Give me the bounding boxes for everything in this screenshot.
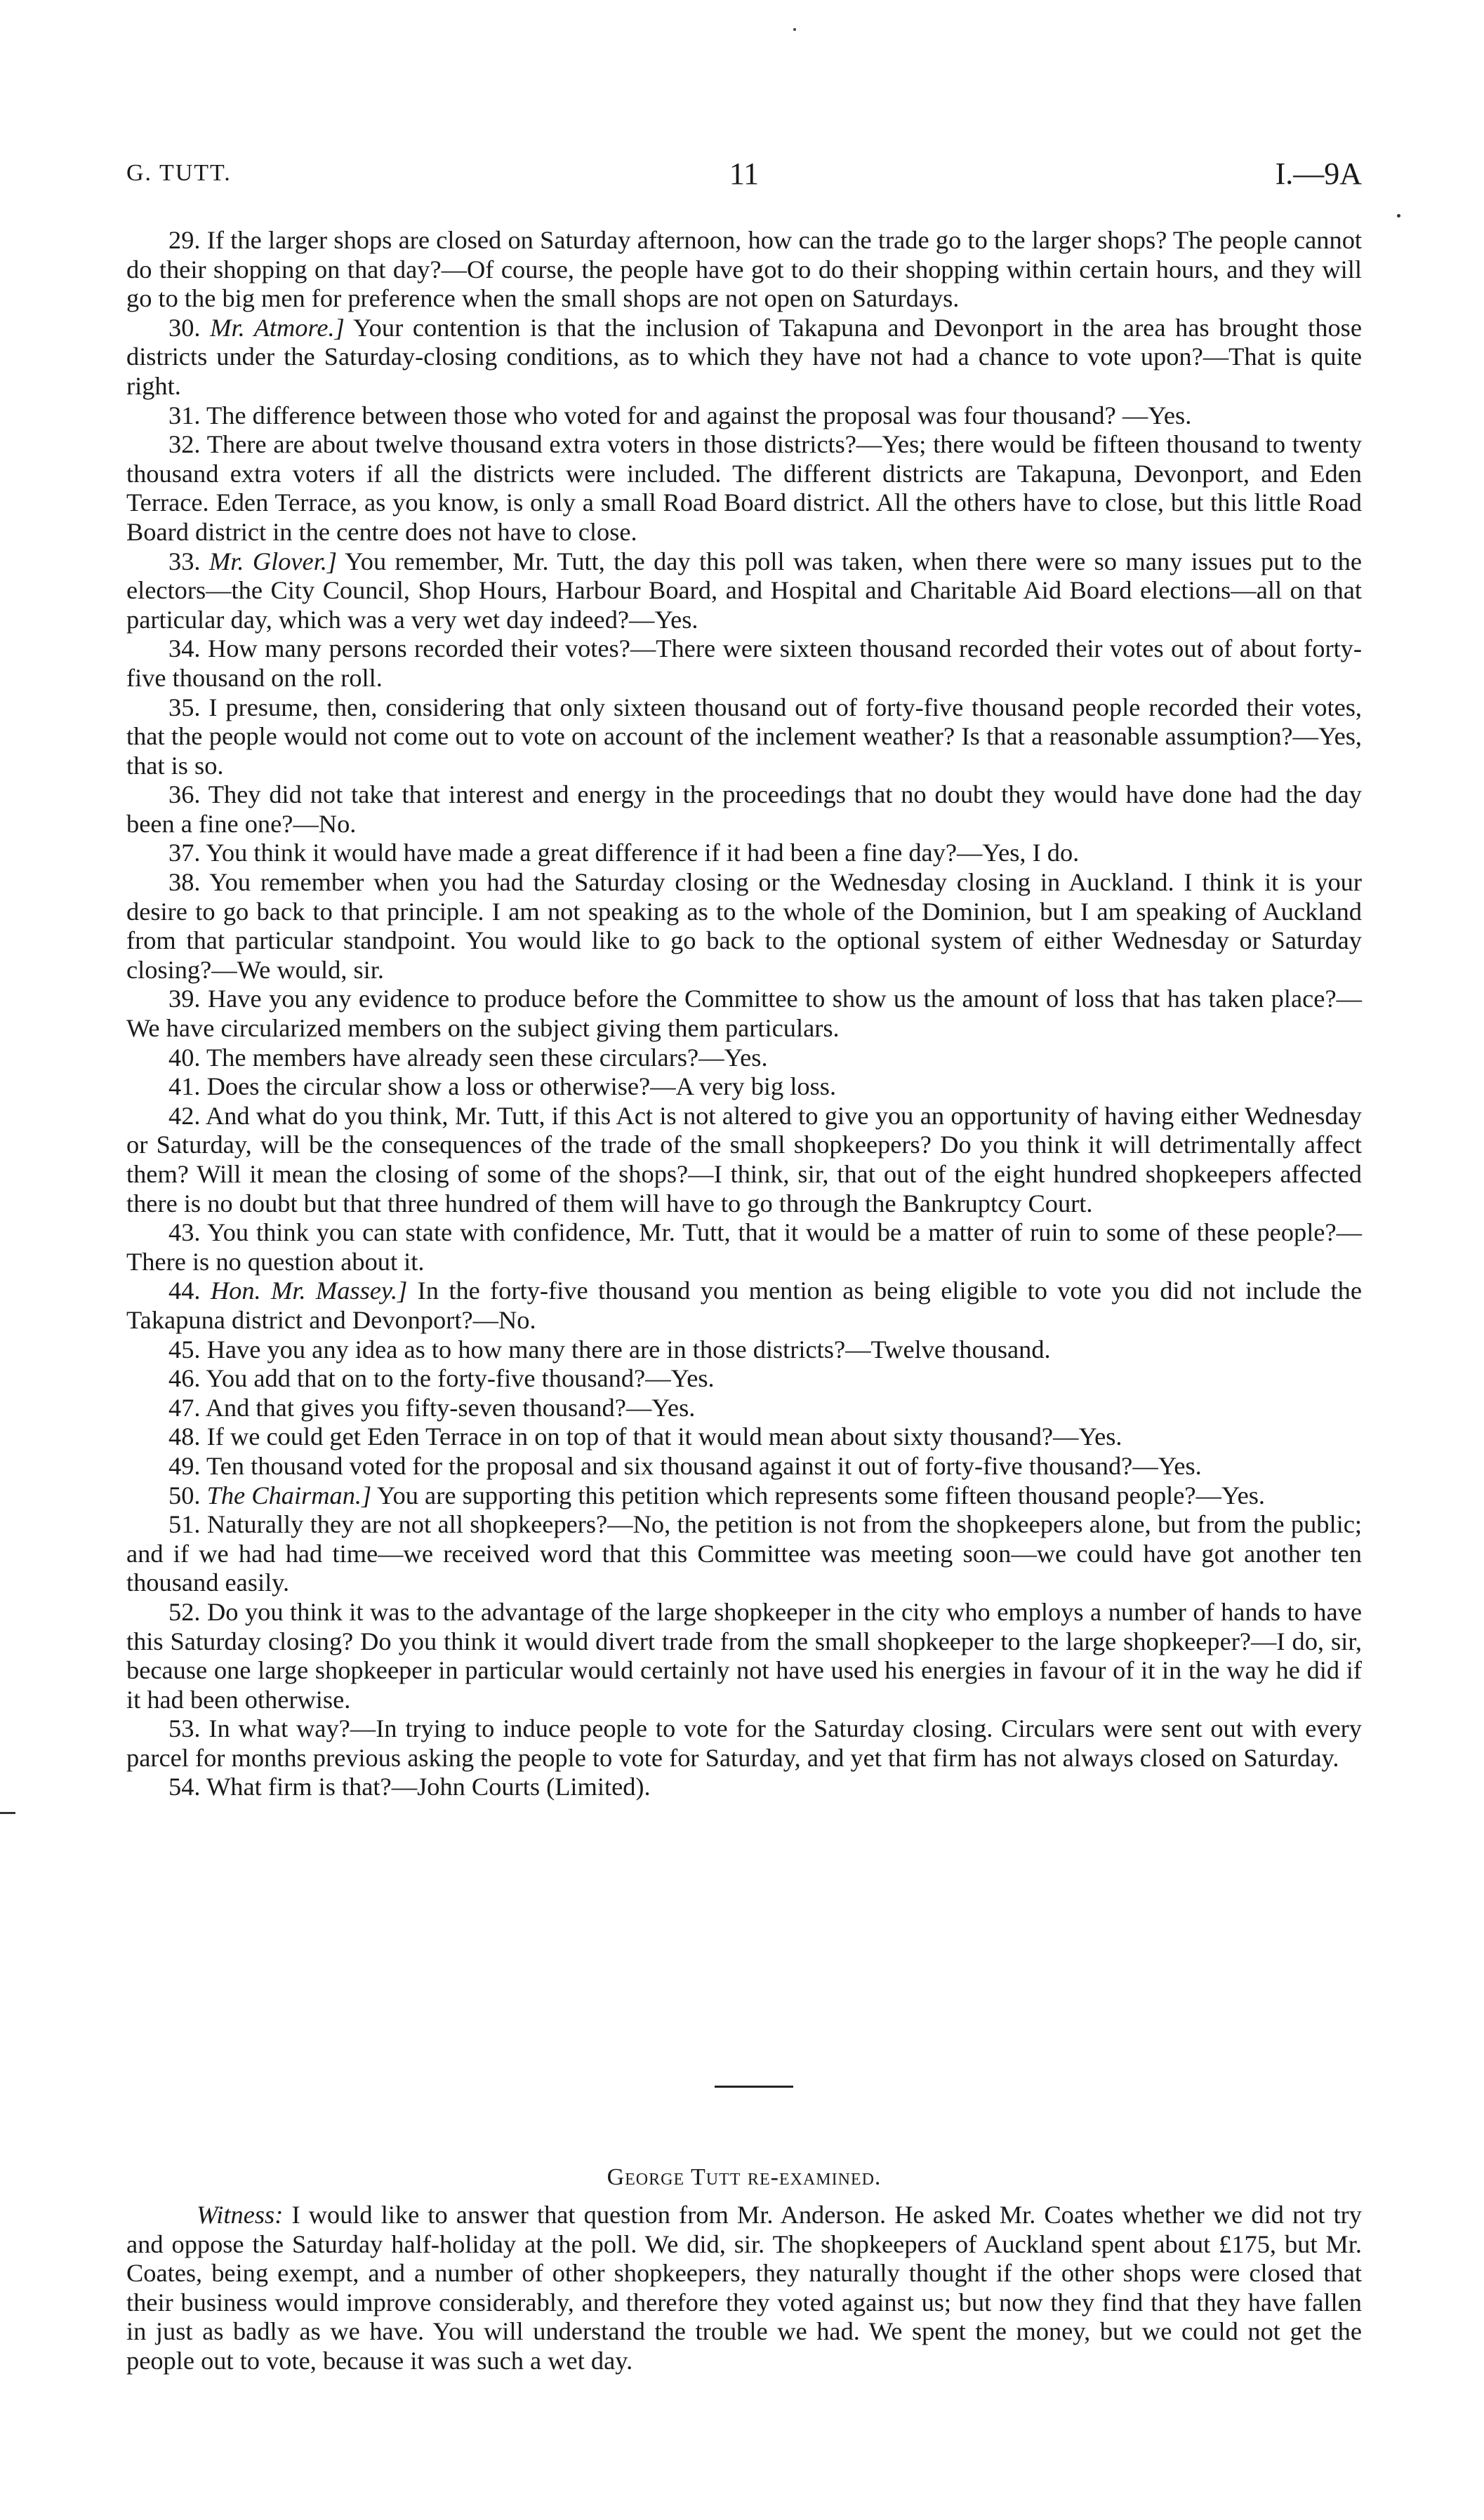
qa-entry (126, 1714, 1362, 1773)
entry-text: You remember when you had the Saturday closing or the Wednesday closing in Auckland. I think it is your desire to go back to that principle. I am not speaking as to the whole of the Dominion, but I am speaking of Auckland from that particular standpoint. You would like to go back to the optional system of either Wednesday or Saturday closing?—We would, sir. (126, 868, 1362, 984)
entry-number: 31. (168, 401, 201, 429)
qa-entry (126, 1364, 1362, 1394)
entry-number: 45. (168, 1335, 201, 1364)
qa-entry (126, 1422, 1362, 1452)
entry-number: 37. (168, 839, 201, 867)
print-speck (793, 28, 796, 31)
entry-number: 39. (168, 985, 201, 1013)
entry-number: 33. (168, 547, 201, 575)
entry-number: 49. (168, 1451, 201, 1480)
qa-entry (126, 1394, 1362, 1423)
entry-number: 30. (168, 313, 201, 342)
entry-number: 51. (168, 1510, 201, 1539)
reexamination-text: I would like to answer that question from Mr. Anderson. He asked Mr. Coates whether we did not try and oppose the Saturday half-holiday at the poll. We did, sir. The shopkeepers of Auckland spent about £175, but Mr. Coates, being exempt, and a number of other shopkeepers, they naturally thought if the other shops were closed that their business would improve considerably, and therefore they voted against us; but now they find that they have fallen in just as badly as we have. You will understand the trouble we had. We spent the money, but we could not get the people out to vote, because it was such a wet day. (126, 2201, 1362, 2375)
qa-entry (126, 1481, 1362, 1511)
entry-number: 42. (168, 1101, 201, 1130)
entry-text: The members have already seen these circulars?—Yes. (206, 1043, 768, 1072)
entry-number: 41. (168, 1072, 201, 1101)
qa-entry (126, 1072, 1362, 1102)
entry-text: Naturally they are not all shopkeepers?—No, the petition is not from the shopkeepers alone, but from the public; and if we had had time—we received word that this Committee was meeting soon—we could have got another ten thousand easily. (126, 1510, 1362, 1597)
qa-entry (126, 1598, 1362, 1714)
entry-text: You remember, Mr. Tutt, the day this poll was taken, when there were so many issues put to the electors—the City Council, Shop Hours, Harbour Board, and Hospital and Charitable Aid Board elections—all on that particular day, which was a very wet day indeed?—Yes. (126, 547, 1362, 634)
entry-number: 46. (168, 1364, 201, 1393)
qa-entry (126, 547, 1362, 635)
qa-entry (126, 430, 1362, 547)
entry-number: 48. (168, 1422, 201, 1451)
reexamination-paragraph (126, 2201, 1362, 2376)
qa-entry (126, 985, 1362, 1043)
section-divider (715, 2086, 793, 2088)
qa-entry (126, 401, 1362, 431)
entry-text: In what way?—In trying to induce people to vote for the Saturday closing. Circulars were sent out with every parcel for months previous asking the people to vote for Saturday, and yet that firm has not always closed on Saturday. (126, 1714, 1362, 1772)
entry-number: 34. (168, 634, 201, 663)
entry-speaker: Hon. Mr. Massey.] (210, 1276, 408, 1305)
entry-number: 52. (168, 1597, 201, 1626)
entry-number: 44. (168, 1276, 201, 1305)
examination-transcript (126, 226, 1362, 1802)
entry-text: How many persons recorded their votes?—There were sixteen thousand recorded their votes out of about forty-five thousand on the roll. (126, 634, 1362, 692)
entry-speaker: The Chairman.] (206, 1481, 372, 1509)
margin-mark (0, 1812, 15, 1814)
entry-text: They did not take that interest and energy in the proceedings that no doubt they would have done had the day been a fine one?—No. (126, 780, 1362, 838)
entry-number: 32. (168, 430, 201, 459)
entry-text: Have you any evidence to produce before the Committee to show us the amount of loss that has taken place?—We have circularized members on the subject giving them particulars. (126, 985, 1362, 1043)
entry-text: You are supporting this petition which represents some fifteen thousand people?—Yes. (376, 1481, 1265, 1509)
qa-entry (126, 1044, 1362, 1073)
entry-text: In the forty-five thousand you mention as being eligible to vote you did not include the Takapuna district and Devonport?—No. (126, 1276, 1362, 1334)
qa-entry (126, 1773, 1362, 1802)
entry-text: Do you think it was to the advantage of the large shopkeeper in the city who employs a number of hands to have this Saturday closing? Do you think it would divert trade from the small shopkeeper to the large shopkeeper?—I do, sir, because one large shopkeeper in particular would certainly not have used his energies in favour of it in the way he did if it had been otherwise. (126, 1597, 1362, 1714)
entry-number: 43. (168, 1218, 201, 1247)
qa-entry (126, 226, 1362, 314)
entry-speaker: Mr. Atmore.] (210, 313, 345, 342)
page-number: 11 (729, 156, 760, 191)
page-header (126, 156, 1362, 198)
entry-number: 35. (168, 693, 201, 721)
reexamination-speaker: Witness: (197, 2201, 284, 2229)
entry-number: 36. (168, 780, 201, 809)
entry-text: You add that on to the forty-five thousand?—Yes. (206, 1364, 715, 1393)
qa-entry (126, 1102, 1362, 1218)
entry-text: What firm is that?—John Courts (Limited). (206, 1773, 651, 1801)
entry-text: And that gives you fifty-seven thousand?—Yes. (205, 1393, 696, 1422)
qa-entry (126, 839, 1362, 868)
entry-text: Your contention is that the inclusion of Takapuna and Devonport in the area has brought those districts under the Saturday-closing conditions, as to which they have not had a chance to vote upon?—That is quite right. (126, 313, 1362, 400)
entry-text: I presume, then, considering that only sixteen thousand out of forty-five thousand people recorded their votes, that the people would not come out to vote on account of the inclement weather? Is that a reasonable assumption?—Yes, that is so. (126, 693, 1362, 780)
qa-entry (126, 1510, 1362, 1598)
entry-number: 53. (168, 1714, 201, 1743)
entry-text: You think it would have made a great difference if it had been a fine day?—Yes, I do. (206, 839, 1080, 867)
entry-text: And what do you think, Mr. Tutt, if this Act is not altered to give you an opportunity of having either Wednesday or Saturday, will be the consequences of the trade of the small shopkeepers? Do you think it will detrimentally affect them? Will it mean the closing of some of the shops?—I think, sir, that out of the eight hundred shopkeepers affected there is no doubt but that three hundred of them will have to go through the Bankruptcy Court. (126, 1101, 1362, 1218)
entry-number: 40. (168, 1043, 201, 1072)
entry-text: Have you any idea as to how many there are in those districts?—Twelve thousand. (206, 1335, 1051, 1364)
qa-entry (126, 1218, 1362, 1276)
entry-text: Does the circular show a loss or otherwise?—A very big loss. (206, 1072, 837, 1101)
qa-entry (126, 634, 1362, 693)
entry-text: You think you can state with confidence, Mr. Tutt, that it would be a matter of ruin to some of these people?—There is no question about it. (126, 1218, 1362, 1276)
entry-text: If we could get Eden Terrace in on top of that it would mean about sixty thousand?—Yes. (206, 1422, 1122, 1451)
qa-entry (126, 1276, 1362, 1335)
entry-number: 29. (168, 226, 201, 254)
entry-text: If the larger shops are closed on Saturday afternoon, how can the trade go to the larger shops? The people cannot do their shopping on that day?—Of course, the people have got to do their shopping within certain hours, and they will go to the big men for preference when the small shops are not open on Saturdays. (126, 226, 1362, 313)
reexamination-heading: George Tutt re-examined. (607, 2164, 882, 2190)
entry-number: 38. (168, 868, 201, 897)
qa-entry (126, 314, 1362, 401)
entry-speaker: Mr. Glover.] (208, 547, 338, 575)
print-speck (1397, 214, 1400, 218)
qa-entry (126, 1335, 1362, 1365)
entry-text: There are about twelve thousand extra voters in those districts?—Yes; there would be fifteen thousand to twenty thousand extra voters if all the districts were included. The different districts are Takapuna, Devonport, and Eden Terrace. Eden Terrace, as you know, is only a small Road Board district. All the others have to close, but this little Road Board district in the centre does not have to close. (126, 430, 1362, 546)
qa-entry (126, 1452, 1362, 1481)
header-witness-name: G. TUTT. (126, 160, 232, 186)
entry-number: 54. (168, 1773, 201, 1801)
reexamination-body (126, 2201, 1362, 2376)
entry-text: Ten thousand voted for the proposal and six thousand against it out of forty-five thousand?—Yes. (206, 1451, 1202, 1480)
document-reference: I.—9A (1275, 156, 1362, 191)
qa-entry (126, 868, 1362, 985)
qa-entry (126, 693, 1362, 781)
entry-number: 47. (168, 1393, 201, 1422)
entry-number: 50. (168, 1481, 201, 1509)
qa-entry (126, 780, 1362, 839)
entry-text: The difference between those who voted for and against the proposal was four thousand? —Yes. (206, 401, 1192, 429)
